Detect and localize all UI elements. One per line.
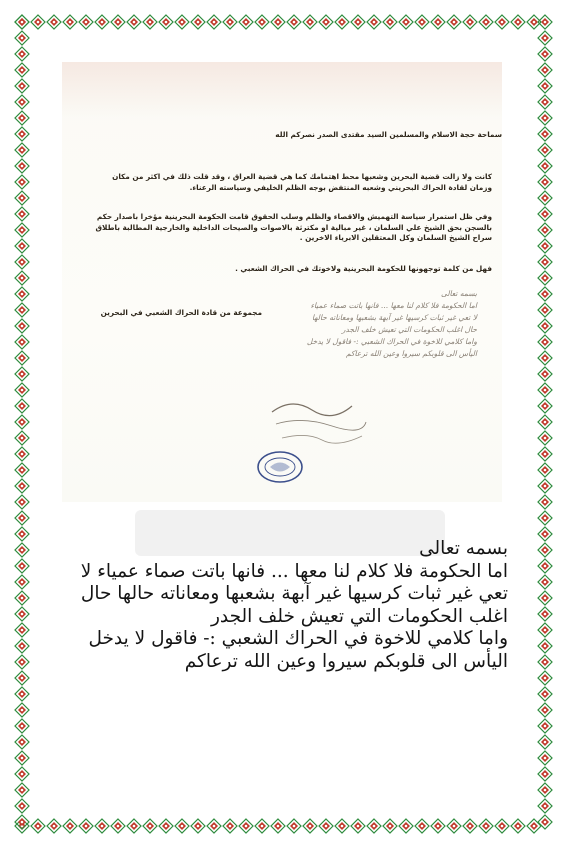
ornament-tile	[537, 110, 553, 126]
ornament-tile	[14, 190, 30, 206]
ornament-tile	[537, 622, 553, 638]
ornament-tile	[78, 14, 94, 30]
letter-paragraph-3: فهل من كلمة توجهونها للحكومة البحرينية ولاخوتك في الحراك الشعبي .	[235, 264, 492, 273]
ornament-tile	[537, 734, 553, 750]
ornament-tile	[537, 62, 553, 78]
ornament-tile	[286, 818, 302, 834]
ornament-tile	[190, 818, 206, 834]
ornament-tile	[142, 818, 158, 834]
ornament-tile	[14, 158, 30, 174]
ornament-tile	[14, 46, 30, 62]
ornament-tile	[14, 702, 30, 718]
ornament-tile	[537, 574, 553, 590]
ornament-tile	[537, 670, 553, 686]
ornament-tile	[14, 670, 30, 686]
ornament-tile	[270, 818, 286, 834]
ornament-tile	[254, 14, 270, 30]
ornament-tile	[142, 14, 158, 30]
ornament-tile	[537, 606, 553, 622]
ornament-tile	[14, 302, 30, 318]
ornament-tile	[158, 14, 174, 30]
ornament-tile	[537, 302, 553, 318]
ornament-tile	[30, 818, 46, 834]
ornament-tile	[14, 718, 30, 734]
ornament-tile	[14, 414, 30, 430]
official-seal-stamp	[256, 450, 304, 484]
ornament-tile	[14, 382, 30, 398]
letterhead-faded	[62, 62, 502, 117]
transcription-line: اما الحكومة فلا كلام لنا معها ... فانها باتت صماء عمياء لا	[80, 560, 508, 582]
handwritten-line: اليأس الى قلوبكم سيروا وعين الله ترعاكم	[345, 349, 477, 358]
ornament-tile	[478, 14, 494, 30]
ornament-tile	[537, 542, 553, 558]
border-ornament-left	[14, 14, 30, 834]
transcription-line: اغلب الحكومات التي تعيش خلف الجدر	[210, 605, 508, 627]
ornament-tile	[334, 14, 350, 30]
border-ornament-right	[537, 14, 553, 834]
ornament-tile	[414, 14, 430, 30]
ornament-tile	[537, 190, 553, 206]
ornament-tile	[537, 318, 553, 334]
letter-paragraph-1: كانت ولا زالت قضية البحرين وشعبها محط اهتمامك كما هي قضية العراق ، وقد قلت ذلك في اكثر من مكان وزمان لقادة الحراك البحريني وشعبه المنتفض بوجه الظلم الخليفي وسياسته الرعناء.	[112, 172, 492, 192]
ornament-tile	[14, 558, 30, 574]
handwritten-line: اما الحكومة فلا كلام لنا معها ... فانها باتت صماء عمياء	[310, 301, 477, 310]
handwritten-line: حال اغلب الحكومات التي تعيش خلف الجدر	[341, 325, 477, 334]
ornament-tile	[318, 14, 334, 30]
ornament-tile	[510, 14, 526, 30]
ornament-tile	[110, 818, 126, 834]
ornament-tile	[382, 818, 398, 834]
ornament-tile	[537, 158, 553, 174]
ornament-tile	[206, 818, 222, 834]
ornament-tile	[126, 14, 142, 30]
border-ornament-bottom	[14, 818, 553, 834]
ornament-tile	[537, 414, 553, 430]
ornament-tile	[14, 494, 30, 510]
ornament-tile	[14, 462, 30, 478]
ornament-tile	[537, 206, 553, 222]
ornament-tile	[14, 126, 30, 142]
ornament-tile	[14, 254, 30, 270]
ornament-tile	[14, 686, 30, 702]
letter-paragraph-2: وفي ظل استمرار سياسة التهميش والاقصاء والظلم وسلب الحقوق قامت الحكومة البحرينية مؤخرا باصدار حكم بالسجن بحق الشيخ علي السلمان ، غير مبالية او مكترثة بالاصوات والصيحات الداخلية والخارجية المطالبة باطلاق سراح الشيخ السلمان وكل المعتقلين الابرياء الاخرين .	[95, 212, 492, 242]
ornament-tile	[366, 818, 382, 834]
ornament-tile	[537, 254, 553, 270]
ornament-tile	[537, 814, 553, 830]
ornament-tile	[537, 782, 553, 798]
ornament-tile	[318, 818, 334, 834]
ornament-tile	[14, 142, 30, 158]
ornament-tile	[62, 14, 78, 30]
ornament-tile	[222, 14, 238, 30]
ornament-tile	[537, 798, 553, 814]
ornament-tile	[537, 702, 553, 718]
ornament-tile	[14, 350, 30, 366]
ornament-tile	[62, 818, 78, 834]
ornament-tile	[46, 14, 62, 30]
ornament-tile	[537, 638, 553, 654]
ornament-tile	[537, 286, 553, 302]
ornament-tile	[537, 30, 553, 46]
ornament-tile	[14, 94, 30, 110]
ornament-tile	[206, 14, 222, 30]
handwritten-reply	[252, 288, 477, 360]
ornament-tile	[537, 142, 553, 158]
ornament-tile	[537, 590, 553, 606]
ornament-tile	[302, 818, 318, 834]
ornament-tile	[14, 206, 30, 222]
ornament-tile	[537, 718, 553, 734]
ornament-tile	[302, 14, 318, 30]
ornament-tile	[14, 798, 30, 814]
ornament-tile	[537, 750, 553, 766]
ornament-tile	[14, 446, 30, 462]
ornament-tile	[478, 818, 494, 834]
ornament-tile	[14, 606, 30, 622]
ornament-tile	[46, 818, 62, 834]
ornament-tile	[190, 14, 206, 30]
ornament-tile	[174, 818, 190, 834]
ornament-tile	[14, 398, 30, 414]
ornament-tile	[537, 334, 553, 350]
ornament-tile	[14, 238, 30, 254]
letter-group-signature: مجموعة من قادة الحراك الشعبي في البحرين	[100, 308, 262, 317]
ornament-tile	[14, 270, 30, 286]
ornament-tile	[537, 238, 553, 254]
ornament-tile	[537, 94, 553, 110]
handwritten-line: واما كلامي للاخوة في الحراك الشعبي :- فاقول لا يدخل	[306, 337, 477, 346]
ornament-tile	[537, 430, 553, 446]
ornament-tile	[14, 318, 30, 334]
ornament-tile	[110, 14, 126, 30]
ornament-tile	[158, 818, 174, 834]
ornament-tile	[537, 366, 553, 382]
ornament-tile	[398, 14, 414, 30]
ornament-tile	[78, 818, 94, 834]
ornament-tile	[126, 818, 142, 834]
handwritten-line: بسمه تعالى	[440, 289, 477, 298]
ornament-tile	[14, 30, 30, 46]
ornament-tile	[414, 818, 430, 834]
ornament-tile	[537, 270, 553, 286]
ornament-tile	[537, 126, 553, 142]
transcription-line: اليأس الى قلوبكم سيروا وعين الله ترعاكم	[184, 650, 508, 672]
ornament-tile	[14, 590, 30, 606]
ornament-tile	[494, 818, 510, 834]
ornament-tile	[14, 478, 30, 494]
ornament-tile	[537, 510, 553, 526]
ornament-tile	[462, 14, 478, 30]
ornament-tile	[14, 366, 30, 382]
ornament-tile	[446, 14, 462, 30]
ornament-tile	[537, 78, 553, 94]
ornament-tile	[270, 14, 286, 30]
ornament-tile	[537, 46, 553, 62]
ornament-tile	[238, 818, 254, 834]
ornament-tile	[14, 622, 30, 638]
transcription-block	[60, 538, 508, 673]
ornament-tile	[537, 654, 553, 670]
ornament-tile	[14, 14, 30, 30]
ornament-tile	[14, 638, 30, 654]
letter-addressee: سماحة حجة الاسلام والمسلمين السيد مقتدى الصدر نصركم الله	[275, 130, 502, 139]
ornament-tile	[494, 14, 510, 30]
ornament-tile	[222, 818, 238, 834]
scanned-letter	[62, 62, 502, 502]
ornament-tile	[14, 334, 30, 350]
ornament-tile	[537, 494, 553, 510]
ornament-tile	[14, 654, 30, 670]
ornament-tile	[14, 782, 30, 798]
ornament-tile	[174, 14, 190, 30]
ornament-tile	[286, 14, 302, 30]
ornament-tile	[537, 478, 553, 494]
ornament-tile	[14, 510, 30, 526]
ornament-tile	[537, 766, 553, 782]
ornament-tile	[14, 542, 30, 558]
transcription-line: واما كلامي للاخوة في الحراك الشعبي :- فاقول لا يدخل	[88, 628, 508, 649]
ornament-tile	[14, 766, 30, 782]
ornament-tile	[14, 110, 30, 126]
ornament-tile	[537, 686, 553, 702]
ornament-tile	[537, 14, 553, 30]
ornament-tile	[366, 14, 382, 30]
ornament-tile	[537, 350, 553, 366]
ornament-tile	[537, 446, 553, 462]
ornament-tile	[14, 526, 30, 542]
ornament-tile	[238, 14, 254, 30]
ornament-tile	[446, 818, 462, 834]
border-ornament-top	[14, 14, 553, 30]
ornament-tile	[14, 430, 30, 446]
ornament-tile	[430, 818, 446, 834]
ornament-tile	[254, 818, 270, 834]
ornament-tile	[334, 818, 350, 834]
ornament-tile	[94, 818, 110, 834]
ornament-tile	[430, 14, 446, 30]
ornament-tile	[14, 286, 30, 302]
ornament-tile	[462, 818, 478, 834]
ornament-tile	[14, 78, 30, 94]
ornament-tile	[30, 14, 46, 30]
ornament-tile	[537, 222, 553, 238]
transcription-line: تعي غير ثبات كرسيها غير آبهة بشعبها ومعاناته حالها حال	[80, 583, 508, 604]
ornament-tile	[14, 814, 30, 830]
ornament-tile	[537, 398, 553, 414]
ornament-tile	[537, 382, 553, 398]
ornament-tile	[350, 14, 366, 30]
handwritten-line: لا تعي غير ثبات كرسيها غير آبهة بشعبها ومعاناته حالها	[311, 313, 477, 322]
ornament-tile	[14, 574, 30, 590]
ornament-tile	[537, 174, 553, 190]
transcription-line: بسمه تعالى	[419, 538, 508, 559]
ornament-tile	[398, 818, 414, 834]
ornament-tile	[350, 818, 366, 834]
ornament-tile	[537, 462, 553, 478]
ornament-tile	[14, 734, 30, 750]
handwritten-signature	[262, 392, 372, 452]
ornament-tile	[14, 174, 30, 190]
ornament-tile	[14, 750, 30, 766]
ornament-tile	[537, 558, 553, 574]
ornament-tile	[510, 818, 526, 834]
ornament-tile	[14, 62, 30, 78]
ornament-tile	[382, 14, 398, 30]
ornament-tile	[94, 14, 110, 30]
ornament-tile	[537, 526, 553, 542]
ornament-tile	[14, 222, 30, 238]
